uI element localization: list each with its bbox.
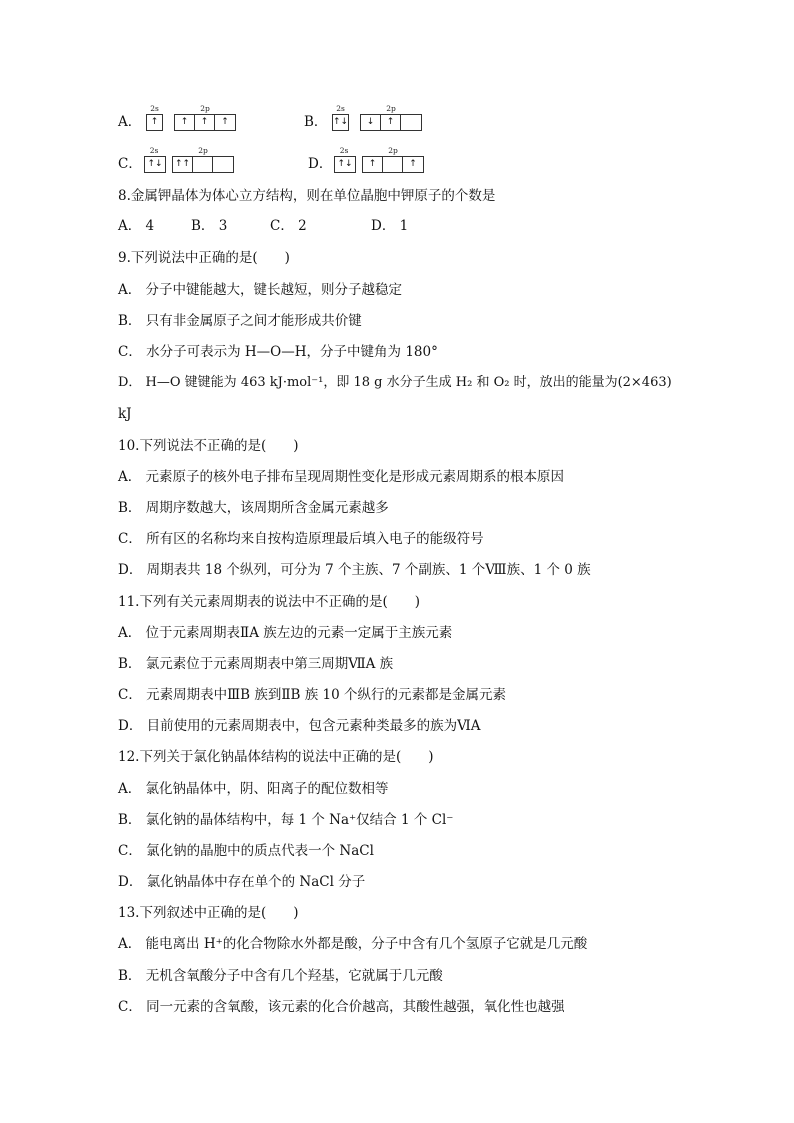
question-9-option-b: B． 只有非金属原子之间才能形成共价键 — [118, 313, 362, 329]
question-8-option-d: D． 1 — [371, 218, 409, 234]
orbital-box — [401, 115, 421, 130]
orbital-box — [383, 157, 403, 172]
question-13-option-c: C． 同一元素的含氧酸，该元素的化合价越高，其酸性越强，氧化性也越强 — [118, 999, 565, 1015]
orbital-box: ↑ — [195, 115, 215, 130]
orbital-label: 2p — [198, 146, 208, 155]
orbital-option-b — [304, 104, 434, 134]
option-letter: B． — [304, 114, 328, 130]
question-9-option-c: C． 水分子可表示为 H—O—H，分子中键角为 180° — [118, 344, 438, 360]
orbital-label: 2p — [200, 104, 210, 113]
orbital-label: 2s — [339, 146, 349, 155]
question-13-option-a: A． 能电离出 H⁺的化合物除水外都是酸，分子中含有几个氢原子它就是几元酸 — [118, 936, 588, 952]
orbital-box: ↑ — [363, 157, 383, 172]
orbital-option-c — [118, 146, 248, 176]
question-8-stem: 8.金属钾晶体为体心立方结构，则在单位晶胞中钾原子的个数是 — [118, 188, 496, 204]
question-12-option-d: D． 氯化钠晶体中存在单个的 NaCl 分子 — [118, 874, 366, 890]
question-12-option-c: C． 氯化钠的晶胞中的质点代表一个 NaCl — [118, 843, 374, 859]
question-9-option-a: A． 分子中键能越大，键长越短，则分子越稳定 — [118, 282, 403, 298]
orbital-box: ↑↓ — [147, 159, 163, 169]
orbital-label: 2s — [149, 146, 159, 155]
question-10-option-b: B． 周期序数越大，该周期所含金属元素越多 — [118, 500, 389, 516]
orbital-box: ↓ — [361, 115, 381, 130]
question-11-option-a: A． 位于元素周期表ⅡA 族左边的元素一定属于主族元素 — [118, 625, 453, 641]
question-10-option-a: A． 元素原子的核外电子排布呈现周期性变化是形成元素周期系的根本原因 — [118, 469, 565, 485]
orbital-box — [213, 157, 233, 172]
orbital-box: ↑↑ — [173, 157, 193, 172]
orbital-label: 2p — [388, 146, 398, 155]
orbital-box: ↑ — [409, 159, 417, 169]
question-13-option-b: B． 无机含氧酸分子中含有几个羟基，它就属于几元酸 — [118, 968, 443, 984]
question-12-option-b: B． 氯化钠的晶体结构中，每 1 个 Na⁺仅结合 1 个 Cl⁻ — [118, 812, 454, 828]
question-13-stem: 13.下列叙述中正确的是( ) — [118, 905, 299, 921]
orbital-box: ↑↓ — [332, 117, 349, 127]
option-letter: D． — [308, 156, 333, 172]
question-11-option-d: D． 目前使用的元素周期表中，包含元素种类最多的族为ⅥA — [118, 718, 481, 734]
question-8-option-b: B． 3 — [191, 218, 228, 234]
question-8-option-a: A． 4 — [118, 218, 155, 234]
question-11-stem: 11.下列有关元素周期表的说法中不正确的是( ) — [118, 594, 421, 610]
question-9-stem: 9.下列说法中正确的是( ) — [118, 250, 290, 266]
question-10-option-c: C． 所有区的名称均来自按构造原理最后填入电子的能级符号 — [118, 531, 484, 547]
question-9-option-d: D． H—O 键键能为 463 kJ·mol⁻¹，即 18 g 水分子生成 H₂ 和 O₂ 时，放出的能量为(2×463) — [118, 375, 672, 390]
question-12-stem: 12.下列关于氯化钠晶体结构的说法中正确的是( ) — [118, 749, 434, 765]
orbital-box: ↑ — [150, 117, 159, 127]
orbital-label: 2s — [336, 104, 345, 113]
option-letter: A． — [118, 114, 142, 130]
orbital-option-d — [308, 146, 438, 176]
question-9-option-d-cont: kJ — [118, 406, 132, 422]
question-12-option-a: A． 氯化钠晶体中，阴、阳离子的配位数相等 — [118, 781, 389, 797]
orbital-box: ↑ — [175, 115, 195, 130]
orbital-option-a — [118, 104, 248, 134]
orbital-box: ↑ — [221, 117, 229, 127]
question-11-option-b: B． 氯元素位于元素周期表中第三周期ⅦA 族 — [118, 656, 394, 672]
orbital-label: 2s — [150, 104, 159, 113]
question-11-option-c: C． 元素周期表中ⅢB 族到ⅡB 族 10 个纵行的元素都是金属元素 — [118, 687, 506, 703]
orbital-box: ↑↓ — [337, 159, 353, 169]
orbital-box: ↑ — [381, 115, 401, 130]
question-10-stem: 10.下列说法不正确的是( ) — [118, 438, 299, 454]
question-8-option-c: C． 2 — [270, 218, 307, 234]
orbital-box — [193, 157, 213, 172]
orbital-label: 2p — [386, 104, 396, 113]
question-10-option-d: D． 周期表共 18 个纵列，可分为 7 个主族、7 个副族、1 个Ⅷ族、1 个 0 族 — [118, 562, 591, 578]
option-letter: C． — [118, 156, 142, 172]
